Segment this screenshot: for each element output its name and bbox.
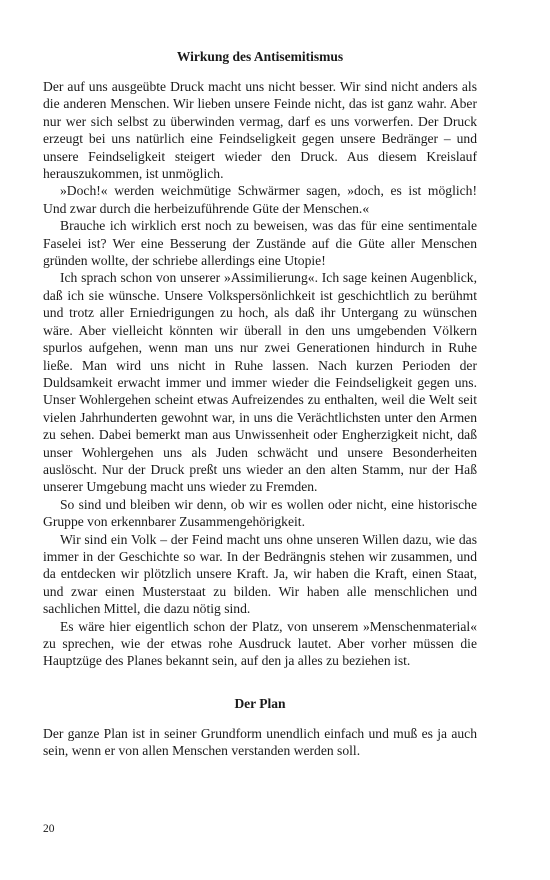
paragraph: Der ganze Plan ist in seiner Grundform unendlich einfach und muß es ja auch sein, wenn er von allen Menschen verstanden werden soll. [43,725,477,759]
paragraph: Es wäre hier eigentlich schon der Platz, von unserem »Menschenmaterial« zu sprechen, wie der etwas rohe Ausdruck lautet. Aber vorher müssen die Hauptzüge des Planes bekannt sein, auf den ja alles zu beziehen ist. [43,618,477,669]
section-heading-wirkung: Wirkung des Antisemitismus [176,49,344,64]
section-heading-plan: Der Plan [234,695,286,711]
paragraph: »Doch!« werden weichmütige Schwärmer sagen, »doch, es ist möglich! Und zwar durch die herbeizuführende Güte der Menschen.« [43,183,477,216]
paragraph: Wir sind ein Volk – der Feind macht uns ohne unseren Willen dazu, wie das immer in der Geschichte so war. In der Bedrängnis stehen wir zusammen, und da entdecken wir plötzlich unsere Kraft. Ja, wir haben die Kraft, einen Staat, und zwar einen Musterstaat zu bilden. Wir haben alle menschlichen und sachlichen Mittel, die dazu nötig sind. [43,531,477,617]
paragraph: Brauche ich wirklich erst noch zu beweisen, was das für eine sentimentale Faselei ist? Wer eine Besserung der Zustände auf die Güte aller Menschen gründen wollte, der schriebe allerdings eine Utopie! [43,218,477,269]
paragraph: So sind und bleiben wir denn, ob wir es wollen oder nicht, eine historische Gruppe von erkennbarer Zusammengehörigkeit. [43,496,477,530]
page-body [43,48,477,760]
paragraph: Der auf uns ausgeübte Druck macht uns nicht besser. Wir sind nicht anders als die anderen Menschen. Wir lieben unsere Feinde nicht, das ist ganz wahr. Aber nur wer sich selbst zu überwinden vermag, darf es uns vorwerfen. Der Druck erzeugt bei uns natürlich eine Feindseligkeit gegen unsere Bedränger – und unsere Feindseligkeit steigert wieder den Druck. Aus diesem Kreislauf herauszukommen, ist unmöglich. [43,79,477,182]
page-number: 20 [43,823,55,835]
paragraph: Ich sprach schon von unserer »Assimilierung«. Ich sage keinen Augenblick, daß ich sie wünsche. Unsere Volkspersönlichkeit ist geschichtlich zu berühmt und trotz aller Erniedrigungen zu hoch, als daß ihr Untergang zu wünschen wäre. Aber vielleicht könnten wir überall in den uns umgebenden Völkern spurlos aufgehen, wenn man uns nur zwei Generationen hindurch in Ruhe ließe. Man wird uns nicht in Ruhe lassen. Nach kurzen Perioden der Duldsamkeit erwacht immer und immer wieder die Feindseligkeit gegen uns. Unser Wohlergehen scheint etwas Aufreizendes zu enthalten, weil die Welt seit vielen Jahrhunderten gewohnt war, in uns die Verächtlichsten unter den Armen zu sehen. Dabei bemerkt man aus Unwissenheit oder Engherzigkeit nicht, daß unser Wohlergehen uns als Juden schwächt und unsere Besonderheiten auslöscht. Nur der Druck preßt uns wieder an den alten Stamm, nur der Haß unserer Umgebung macht uns wieder zu Fremden. [43,270,477,495]
